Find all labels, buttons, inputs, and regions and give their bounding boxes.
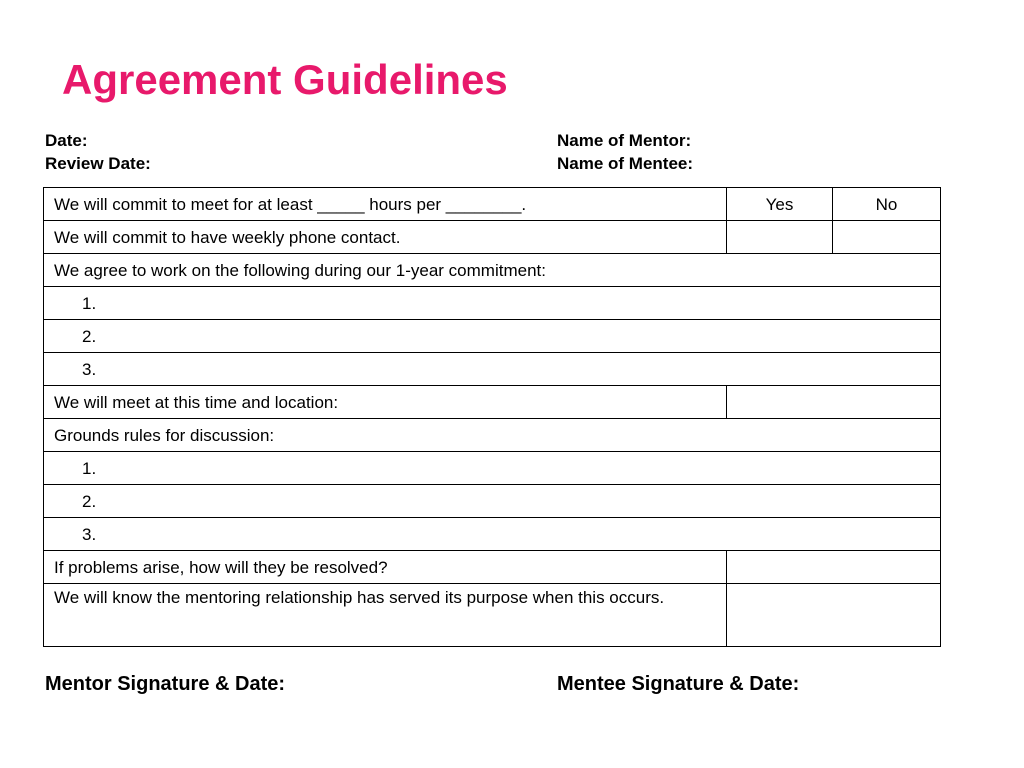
table-row xyxy=(44,254,941,287)
phone-contact-no-cell[interactable] xyxy=(833,221,941,254)
rule-item-2[interactable]: 2. xyxy=(44,485,941,518)
review-date-label: Review Date: xyxy=(45,154,151,173)
table-row xyxy=(44,584,941,647)
mentee-name-label: Name of Mentee: xyxy=(557,154,694,173)
table-row xyxy=(44,287,941,320)
work-on-text: We agree to work on the following during our 1-year commitment: xyxy=(44,254,941,287)
purpose-text: We will know the mentoring relationship has served its purpose when this occurs. xyxy=(44,584,727,647)
problems-text: If problems arise, how will they be resolved? xyxy=(44,551,727,584)
meta-right xyxy=(557,129,693,175)
yes-header: Yes xyxy=(727,188,833,221)
meta-left xyxy=(45,129,151,175)
table-row xyxy=(44,452,941,485)
agreement-table xyxy=(43,187,941,647)
date-label: Date: xyxy=(45,131,88,150)
page-title: Agreement Guidelines xyxy=(62,56,508,103)
table-row xyxy=(44,320,941,353)
work-item-2[interactable]: 2. xyxy=(44,320,941,353)
table-row xyxy=(44,485,941,518)
time-location-answer-cell[interactable] xyxy=(727,386,941,419)
table-row xyxy=(44,518,941,551)
phone-contact-text: We will commit to have weekly phone contact. xyxy=(44,221,727,254)
rule-item-1[interactable]: 1. xyxy=(44,452,941,485)
work-item-1[interactable]: 1. xyxy=(44,287,941,320)
mentee-signature-label: Mentee Signature & Date: xyxy=(557,673,800,695)
meet-hours-text: We will commit to meet for at least _____ hours per ________. xyxy=(44,188,727,221)
phone-contact-yes-cell[interactable] xyxy=(727,221,833,254)
purpose-answer-cell[interactable] xyxy=(727,584,941,647)
time-location-text: We will meet at this time and location: xyxy=(44,386,727,419)
mentor-name-label: Name of Mentor: xyxy=(557,131,692,150)
ground-rules-text: Grounds rules for discussion: xyxy=(44,419,941,452)
table-row xyxy=(44,221,941,254)
table-row xyxy=(44,386,941,419)
work-item-3[interactable]: 3. xyxy=(44,353,941,386)
problems-answer-cell[interactable] xyxy=(727,551,941,584)
no-header: No xyxy=(833,188,941,221)
table-row xyxy=(44,419,941,452)
table-row xyxy=(44,353,941,386)
table-row xyxy=(44,551,941,584)
rule-item-3[interactable]: 3. xyxy=(44,518,941,551)
table-row xyxy=(44,188,941,221)
mentor-signature-label: Mentor Signature & Date: xyxy=(45,673,286,695)
